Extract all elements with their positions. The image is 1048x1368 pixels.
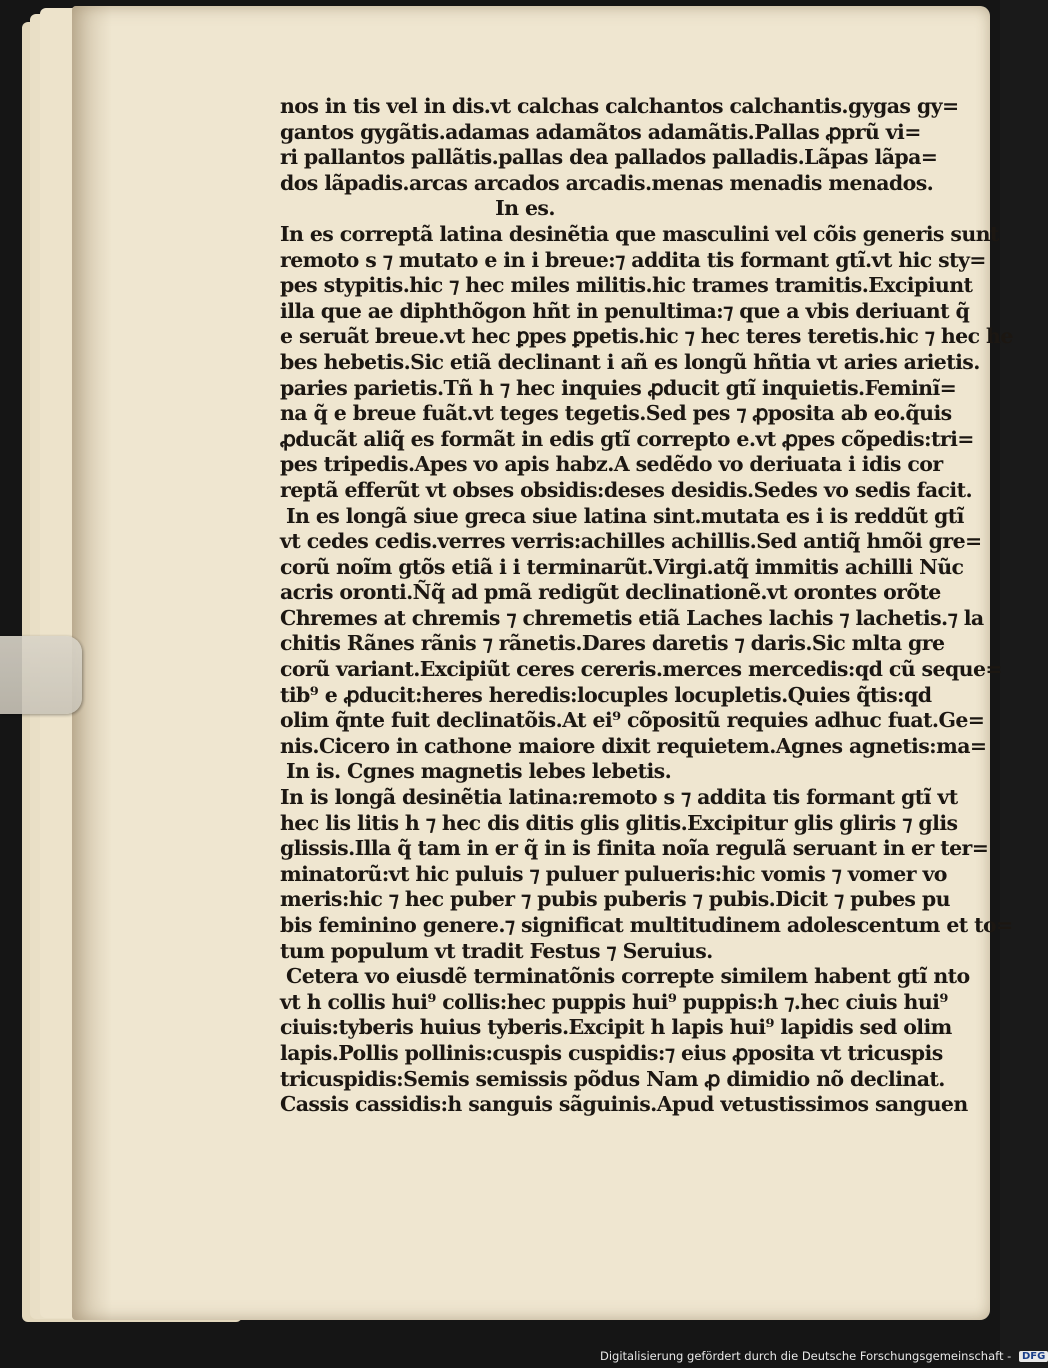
text-line: corũ noĩm gtõs etiã i i terminarũt.Virgi.atq̃ immitis achilli Nũc bbox=[280, 554, 964, 579]
text-line: glissis.Illa q̃ tam in er q̃ in is finita noĩa regulã seruant in er ter= bbox=[280, 836, 989, 861]
text-line: corũ variant.Excipiũt ceres cereris.merces mercedis:qd cũ seque= bbox=[280, 657, 1003, 682]
footer-text: Digitalisierung gefördert durch die Deutsche Forschungsgemeinschaft - bbox=[600, 1349, 1012, 1363]
text-line: paries parietis.Tñ h ⁊ hec inquies ꝓducit gtĩ inquietis.Feminĩ= bbox=[280, 375, 957, 400]
text-line: olim q̃nte fuit declinatõis.At ei⁹ cõpositũ requies adhuc fuat.Ge= bbox=[280, 708, 985, 733]
text-line: ciuis:tyberis huius tyberis.Excipit h lapis hui⁹ lapidis sed olim bbox=[280, 1015, 952, 1040]
text-line: Cassis cassidis:h sanguis sãguinis.Apud vetustissimos sanguen bbox=[280, 1092, 968, 1117]
text-line: nos in tis vel in dis.vt calchas calchantos calchantis.gygas gy= bbox=[280, 94, 959, 118]
text-line: In es longã siue greca siue latina sint.mutata es i is reddũt gtĩ bbox=[286, 503, 964, 528]
text-line: bes hebetis.Sic etiã declinant i añ es longũ hñtia vt aries arietis. bbox=[280, 349, 980, 374]
text-line: remoto s ⁊ mutato e in i breue:⁊ addita tis formant gtĩ.vt hic sty= bbox=[280, 247, 986, 272]
text-line: reptã efferũt vt obses obsidis:deses desidis.Sedes vo sedis facit. bbox=[280, 477, 972, 502]
text-line: vt h collis hui⁹ collis:hec puppis hui⁹ puppis:h ⁊.hec ciuis hui⁹ bbox=[280, 989, 948, 1014]
bookmark-slip bbox=[0, 636, 82, 714]
text-line: lapis.Pollis pollinis:cuspis cuspidis:⁊ eius ꝓposita vt tricuspis bbox=[280, 1040, 943, 1065]
text-line: tum populum vt tradit Festus ⁊ Seruius. bbox=[280, 938, 713, 963]
text-line: In is longã desinẽtia latina:remoto s ⁊ addita tis formant gtĩ vt bbox=[280, 785, 958, 810]
text-line: Cetera vo eiusdẽ terminatõnis correpte similem habent gtĩ nto bbox=[286, 964, 970, 989]
text-line: ri pallantos pallãtis.pallas dea pallados palladis.Lãpas lãpa= bbox=[280, 145, 938, 170]
text-line: bis feminino genere.⁊ significat multitudinem adolescentum et to= bbox=[280, 913, 1013, 937]
text-line: tricuspidis:Semis semissis põdus Nam ꝓ dimidio nõ declinat. bbox=[280, 1066, 945, 1091]
text-line: illa que ae diphthõgon hñt in penultima:⁊ que a vbis deriuant q̃ bbox=[280, 298, 970, 323]
section-heading: In is. Cgnes magnetis lebes lebetis. bbox=[286, 759, 672, 784]
footer-credit bbox=[600, 1349, 1048, 1363]
page-text bbox=[280, 94, 1013, 1118]
text-line: gantos gygãtis.adamas adamãtos adamãtis.Pallas ꝓprũ vi= bbox=[280, 119, 921, 144]
text-line: Chremes at chremis ⁊ chremetis etiã Laches lachis ⁊ lachetis.⁊ la bbox=[280, 605, 984, 630]
text-line: na q̃ e breue fuãt.vt teges tegetis.Sed pes ⁊ ꝓposita ab eo.q̃uis bbox=[280, 401, 952, 426]
text-line: chitis Rãnes rãnis ⁊ rãnetis.Dares daretis ⁊ daris.Sic mlta gre bbox=[280, 631, 945, 656]
dfg-logo: DFG bbox=[1019, 1351, 1048, 1362]
text-line: vt cedes cedis.verres verris:achilles achillis.Sed antiq̃ hmõi gre= bbox=[280, 529, 982, 554]
section-heading: In es. bbox=[495, 196, 555, 221]
text-line: acris oronti.Ñq̃ ad pmã redigũt declinationẽ.vt orontes orõte bbox=[280, 580, 941, 605]
text-line: ꝓducãt aliq̃ es formãt in edis gtĩ correpto e.vt ꝓpes cõpedis:tri= bbox=[280, 426, 974, 451]
text-line: pes stypitis.hic ⁊ hec miles militis.hic trames tramitis.Excipiunt bbox=[280, 273, 973, 298]
text-line: tib⁹ e ꝓducit:heres heredis:locuples locupletis.Quies q̃tis:qd bbox=[280, 682, 932, 707]
text-line: e seruãt breue.vt hec ꝑpes ꝑpetis.hic ⁊ hec teres teretis.hic ⁊ hec he bbox=[280, 324, 1013, 349]
text-line: In es correptã latina desinẽtia que masculini vel cõis generis sunt bbox=[280, 221, 999, 246]
text-line: minatorũ:vt hic puluis ⁊ puluer pulueris:hic vomis ⁊ vomer vo bbox=[280, 861, 947, 886]
text-line: pes tripedis.Apes vo apis habz.A sedẽdo vo deriuata i idis cor bbox=[280, 452, 943, 477]
text-line: nis.Cicero in cathone maiore dixit requietem.Agnes agnetis:ma= bbox=[280, 733, 987, 758]
text-line: hec lis litis h ⁊ hec dis ditis glis glitis.Excipitur glis gliris ⁊ glis bbox=[280, 810, 958, 835]
text-line: meris:hic ⁊ hec puber ⁊ pubis puberis ⁊ pubis.Dicit ⁊ pubes pu bbox=[280, 887, 950, 912]
text-line: dos lãpadis.arcas arcados arcadis.menas menadis menados. bbox=[280, 170, 934, 195]
